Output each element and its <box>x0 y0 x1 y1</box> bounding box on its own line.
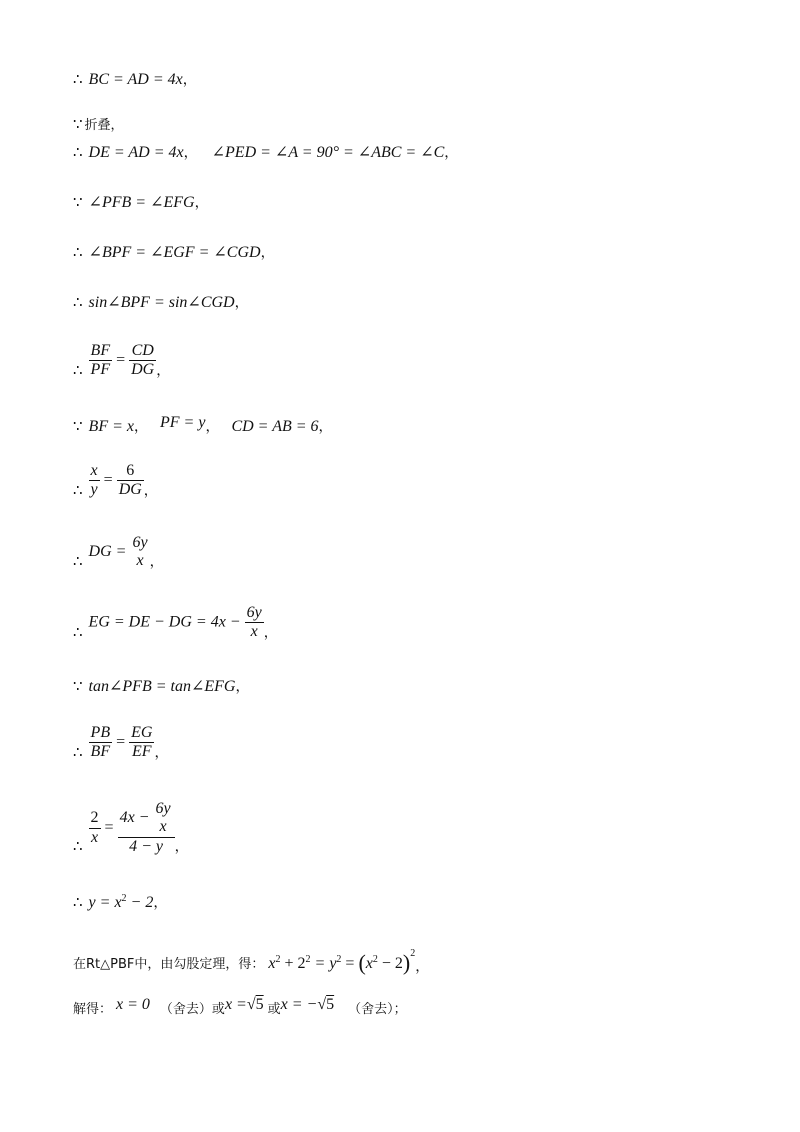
denominator: x <box>245 622 264 641</box>
equation-bf: BF = x <box>88 418 134 435</box>
sqrt-radicand: 5 <box>326 996 335 1013</box>
comma: ， <box>205 420 220 435</box>
line-complex-fraction <box>73 800 189 856</box>
exponent: 2 <box>121 893 127 904</box>
numerator: CD <box>131 342 154 359</box>
equation-left: DG = <box>88 543 127 561</box>
line-tan <box>73 676 249 696</box>
therefore-symbol: ∴ <box>73 744 83 761</box>
complex-numerator <box>118 800 175 837</box>
comma: ， <box>154 745 169 761</box>
inner-fraction <box>153 800 172 837</box>
comma: ， <box>260 246 275 261</box>
exponent: 2 <box>275 954 281 965</box>
line-dg <box>73 534 164 571</box>
inner-numerator: 6y <box>155 800 171 817</box>
equation: sin∠BPF = sin∠CGD <box>88 294 235 311</box>
comma: ， <box>183 146 198 161</box>
folding-text: 折叠， <box>84 118 124 133</box>
complex-fraction <box>118 800 175 856</box>
fraction-eg-ef <box>129 724 154 762</box>
solution-or: 或 <box>267 1002 281 1017</box>
numerator: BF <box>90 342 111 359</box>
comma: ， <box>444 146 459 161</box>
equation-right: − 2 <box>130 894 154 911</box>
denominator: DG <box>118 481 142 499</box>
sqrt-radicand: 5 <box>255 996 264 1013</box>
line-ratio-bf-pf <box>73 342 170 380</box>
numerator-left: 4x − <box>119 809 150 827</box>
solution-note-discard: （舍去） <box>348 1002 394 1017</box>
comma: ， <box>263 625 278 641</box>
because-symbol: ∵ <box>73 117 83 133</box>
denominator: y <box>90 481 98 499</box>
therefore-symbol: ∴ <box>73 72 83 88</box>
term-plus-2: + 2 <box>284 955 306 972</box>
therefore-symbol: ∴ <box>73 245 83 261</box>
denominator: x <box>89 828 101 847</box>
comma: ， <box>153 896 168 911</box>
therefore-symbol: ∴ <box>73 482 83 499</box>
line-bc-ad <box>73 60 197 89</box>
equals-sign: = <box>345 955 355 972</box>
pythagorean-prefix: 在Rt△PBF中，由勾股定理，得： <box>73 957 265 972</box>
comma: ， <box>134 420 148 435</box>
term-eq-y: = y <box>314 955 337 972</box>
solution-neg-sqrt5-left: x = − <box>280 996 318 1013</box>
therefore-symbol: ∴ <box>73 295 83 311</box>
solution-x0: x = 0 <box>116 996 150 1013</box>
solution-sqrt5-left: x = <box>224 996 247 1013</box>
term-x: x <box>268 955 276 972</box>
numerator: 6 <box>126 462 135 479</box>
equation-cd: CD = AB = 6 <box>231 418 319 435</box>
equation-pf: PF = y <box>160 414 206 431</box>
equals-sign: = <box>103 471 113 489</box>
line-values <box>73 414 333 436</box>
exponent: 2 <box>336 954 342 965</box>
line-eg <box>73 604 278 642</box>
fraction-6-dg <box>117 462 144 500</box>
fraction-pb-bf <box>89 724 113 762</box>
therefore-symbol: ∴ <box>73 624 83 641</box>
fraction-6y-x <box>130 534 149 571</box>
line-sin <box>73 292 249 312</box>
sqrt-sign: √ <box>317 996 327 1013</box>
therefore-symbol: ∴ <box>73 145 83 161</box>
line-ratio-pb-bf <box>73 724 168 762</box>
equation-angles: ∠PED = ∠A = 90° = ∠ABC = ∠C <box>211 144 445 161</box>
equation: ∠PFB = ∠EFG <box>88 194 195 211</box>
comma: ， <box>143 483 158 499</box>
line-folding <box>73 114 124 134</box>
equation: tan∠PFB = tan∠EFG <box>88 678 236 695</box>
line-y-equals <box>73 892 167 912</box>
because-symbol: ∵ <box>73 679 83 695</box>
inner-minus-2: − 2 <box>381 955 403 972</box>
equation: BC = AD = 4x <box>88 71 183 88</box>
fraction-bf-pf <box>89 342 113 380</box>
inner-x: x <box>365 955 373 972</box>
therefore-symbol: ∴ <box>73 895 83 911</box>
fraction-6y-x <box>245 604 264 642</box>
fraction-x-y <box>89 462 100 500</box>
comma: ， <box>194 196 209 211</box>
sqrt-sign: √ <box>246 996 256 1013</box>
because-symbol: ∵ <box>73 419 83 435</box>
equation-left: y = x <box>88 894 122 911</box>
comma: ， <box>156 363 171 379</box>
equation-de: DE = AD = 4x <box>88 144 184 161</box>
equals-sign: = <box>104 818 114 836</box>
because-symbol: ∵ <box>73 195 83 211</box>
exponent: 2 <box>305 954 311 965</box>
exponent: 2 <box>410 948 416 959</box>
line-solution <box>73 996 407 1018</box>
comma: ， <box>235 680 250 695</box>
numerator: x <box>90 462 98 479</box>
equation-left: EG = DE − DG = 4x − <box>88 613 241 631</box>
comma: ， <box>318 420 333 435</box>
line-ratio-x-y <box>73 462 158 500</box>
denominator: PF <box>90 361 111 379</box>
line-de-ad-angles <box>73 142 458 162</box>
numerator: EG <box>131 724 153 741</box>
right-paren: ) <box>402 950 411 975</box>
therefore-symbol: ∴ <box>73 362 83 379</box>
semicolon: ； <box>393 1002 407 1017</box>
equation: ∠BPF = ∠EGF = ∠CGD <box>88 244 261 261</box>
therefore-symbol: ∴ <box>73 839 83 856</box>
comma: ， <box>149 554 164 570</box>
left-paren: ( <box>358 950 366 975</box>
denominator: BF <box>90 743 111 761</box>
numerator: 2 <box>90 809 99 827</box>
exponent: 2 <box>372 954 378 965</box>
comma: ， <box>174 840 189 856</box>
solution-note-discard: （舍去）或 <box>159 1002 225 1017</box>
comma: ， <box>182 73 197 88</box>
complex-denominator: 4 − y <box>118 837 175 856</box>
denominator: EF <box>129 742 154 761</box>
fraction-cd-dg <box>129 342 156 380</box>
comma: ， <box>234 296 249 311</box>
numerator: 6y <box>132 534 148 551</box>
line-pythagorean <box>73 948 429 976</box>
equals-sign: = <box>116 351 126 369</box>
comma: ， <box>415 960 430 975</box>
equals-sign: = <box>116 733 126 751</box>
inner-denominator: x <box>159 818 167 836</box>
numerator: 6y <box>246 604 262 621</box>
fraction-2-x <box>89 809 101 847</box>
denominator: x <box>136 552 144 570</box>
line-pfb-efg <box>73 192 209 212</box>
denominator: DG <box>131 361 155 379</box>
line-bpf-egf-cgd <box>73 242 275 262</box>
solution-prefix: 解得： <box>73 1002 113 1017</box>
numerator: PB <box>90 724 111 741</box>
therefore-symbol: ∴ <box>73 553 83 570</box>
